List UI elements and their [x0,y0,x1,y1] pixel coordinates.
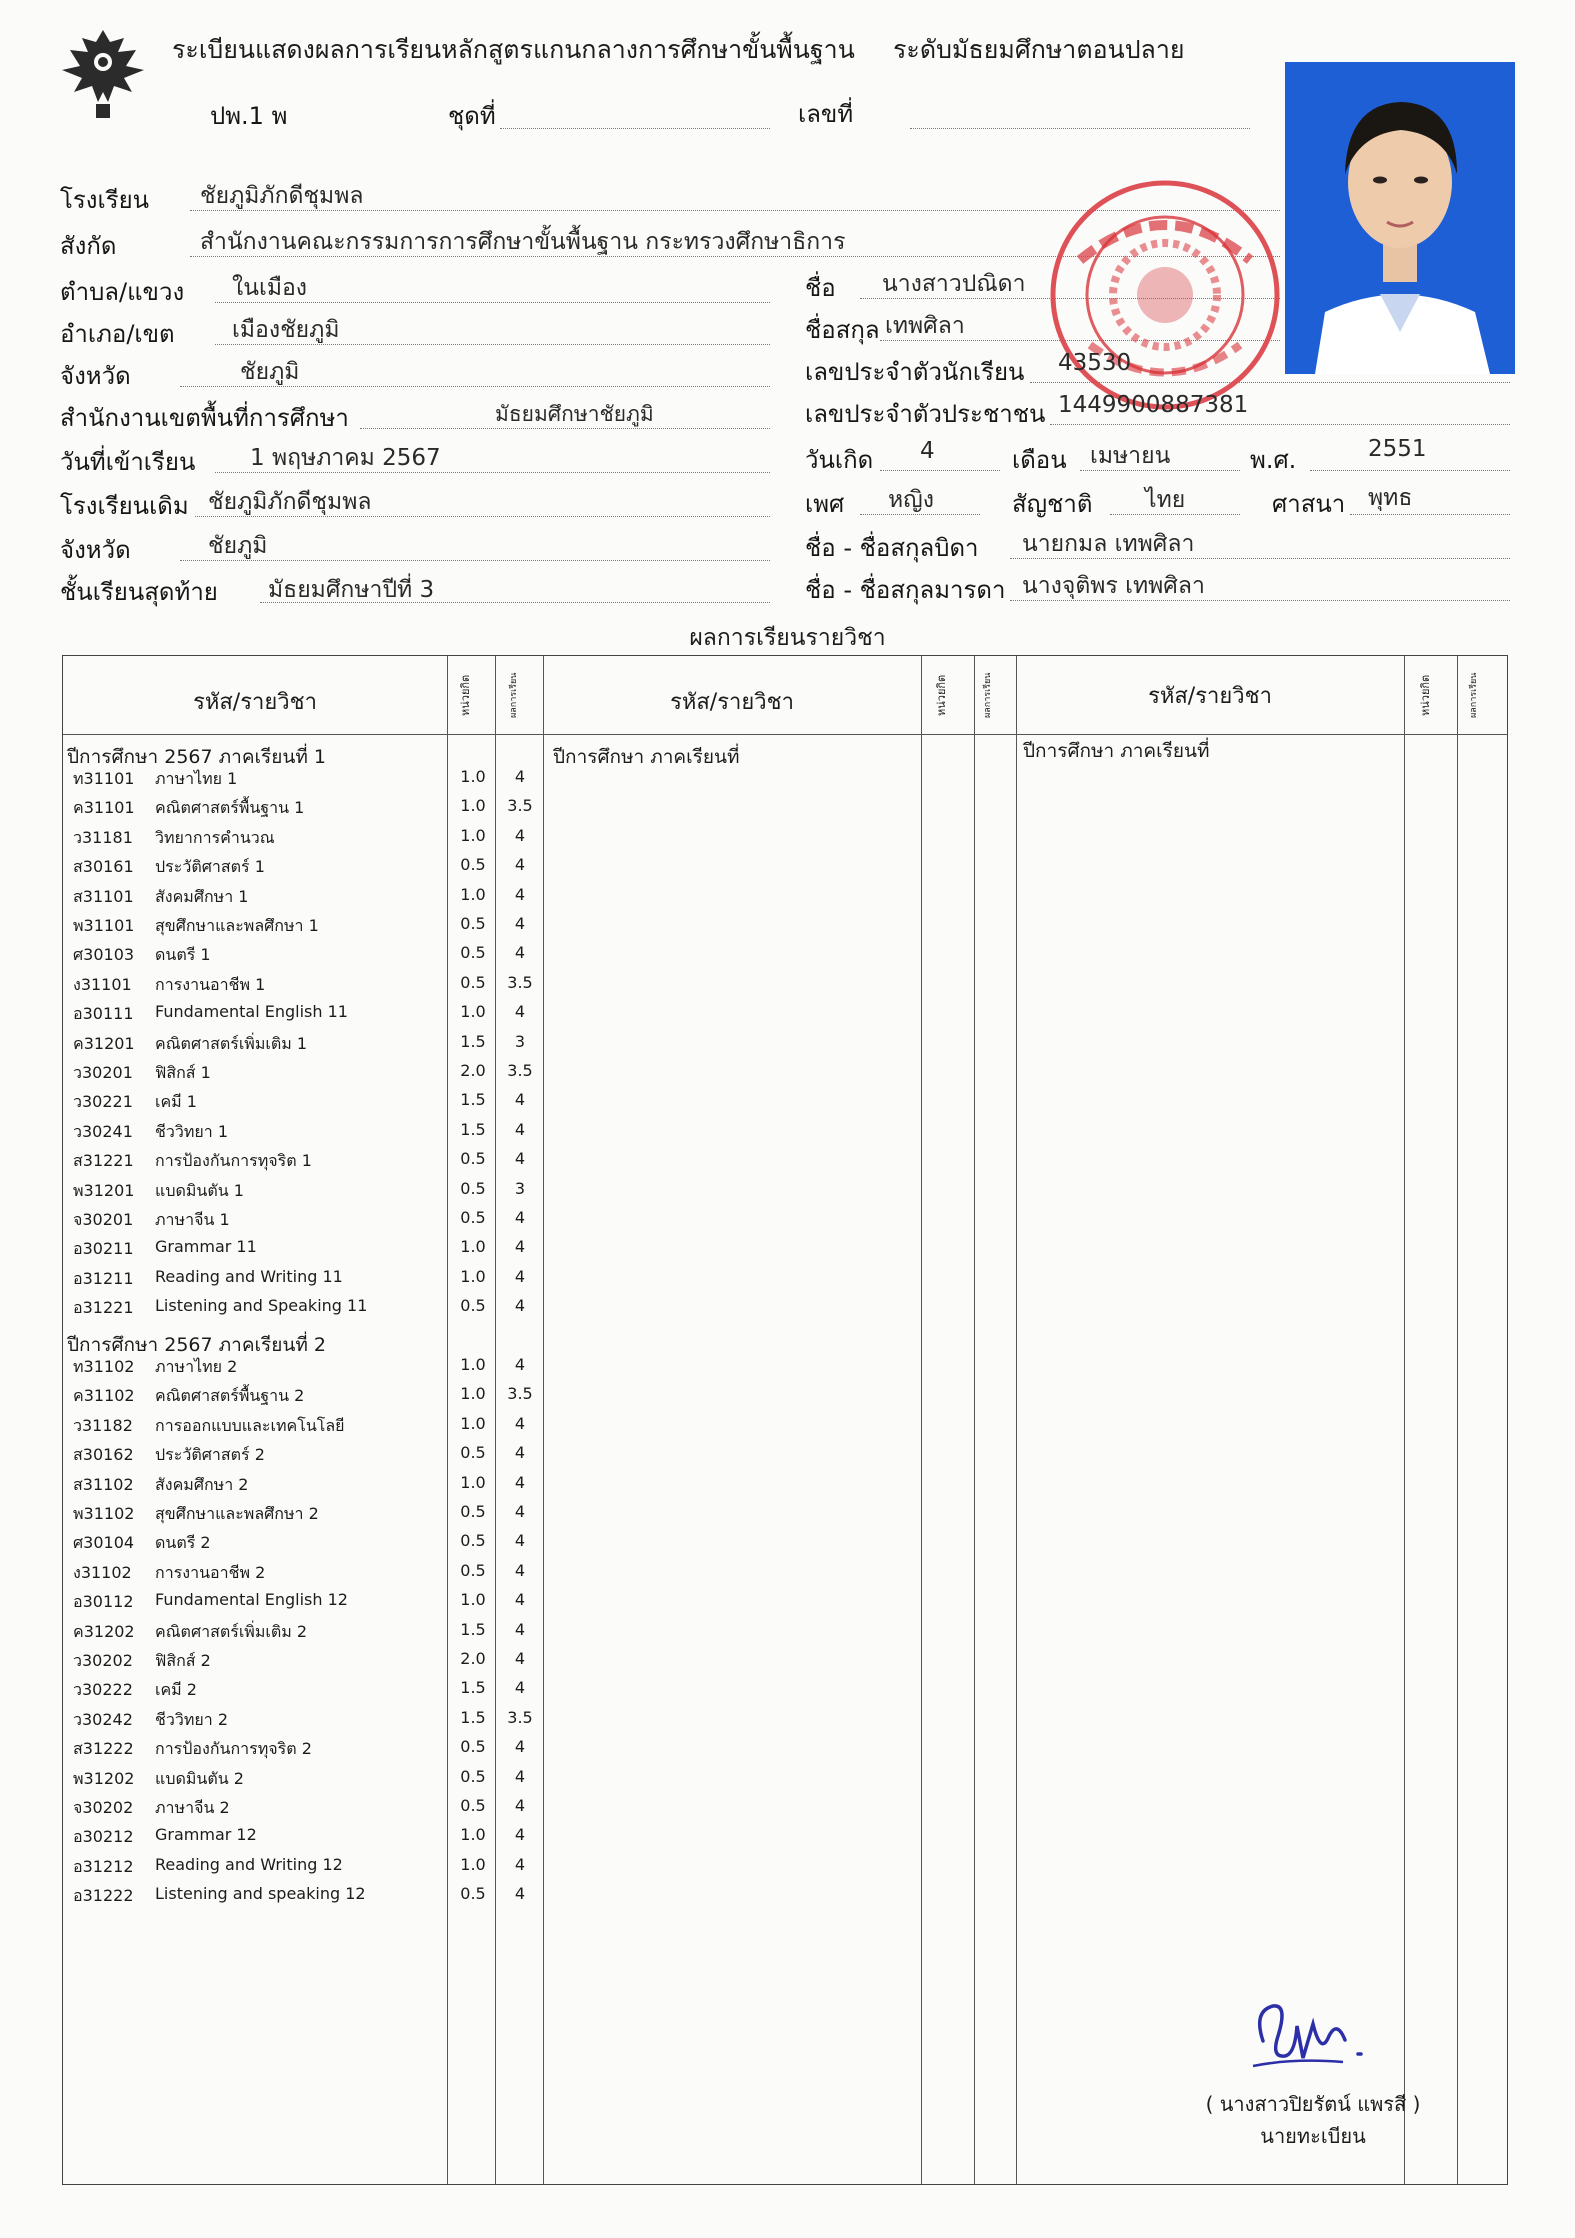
sex-label: เพศ [805,490,845,518]
subject-credit: 0.5 [460,1884,486,1904]
subject-name: แบดมินตัน 2 [155,1768,244,1788]
table-row [63,1231,543,1260]
subject-grade: 4 [514,1237,526,1257]
subject-code: ว30241 [73,1121,133,1141]
subject-name: สังคมศึกษา 1 [155,886,249,906]
subject-credit: 0.5 [460,914,486,933]
subject-grade: 4 [514,1649,526,1668]
subject-code: ศ30104 [73,1533,135,1553]
col-divider [543,656,544,2184]
subject-credit: 2.0 [460,1649,486,1668]
table-row [63,1055,543,1084]
district-label: อำเภอ/เขต [60,320,175,348]
student-id-value: 43530 [1058,350,1132,376]
religion-value: พุทธ [1368,485,1413,511]
table-row [63,1525,543,1554]
subject-code: อ31212 [73,1856,134,1876]
table-row [63,1143,543,1172]
subject-grade: 4 [514,1560,526,1580]
subject-grade: 4 [514,1443,526,1463]
subject-name: ภาษาไทย 2 [155,1357,238,1376]
subject-code: ส31101 [73,886,134,906]
subject-code: อ30111 [73,1004,134,1024]
birth-day-line [880,470,1000,471]
semester1-heading: ปีการศึกษา 2567 ภาคเรียนที่ 1 [67,746,327,768]
subject-credit: 1.5 [460,1090,486,1110]
subject-credit: 0.5 [460,1766,486,1786]
subject-grade: 4 [514,1002,526,1022]
entry-date-label: วันที่เข้าเรียน [60,448,196,476]
subject-grade: 4 [514,1472,526,1492]
subject-name: Fundamental English 12 [155,1590,348,1610]
province-line [180,386,770,387]
subject-credit: 1.0 [460,1590,486,1610]
subject-code: ว30201 [73,1063,133,1082]
name-line [860,298,1280,299]
birth-month-label: เดือน [1012,446,1067,474]
col-divider [974,656,975,2184]
subject-name: แบดมินตัน 1 [155,1180,244,1200]
subject-name: สุขศึกษาและพลศึกษา 2 [155,1504,319,1523]
subject-name: Fundamental English 11 [155,1002,348,1022]
table-row [63,967,543,996]
subject-code: ว31182 [73,1415,133,1435]
subject-code: อ30212 [73,1827,134,1847]
table-row [63,1114,543,1143]
subject-grade: 4 [514,825,526,845]
form-label: ปพ.1 พ [210,102,288,130]
subject-name: การป้องกันการทุจริต 1 [155,1151,312,1171]
table-row [63,1173,543,1202]
table-row [63,879,543,908]
table-row [63,820,543,849]
grades-table [62,655,1508,2185]
subdistrict-value: ในเมือง [232,275,308,301]
subject-code: ค31102 [73,1386,135,1406]
subject-grade: 4 [514,1296,526,1316]
province-label: จังหวัด [60,362,131,390]
col2-subject-header: รหัส/รายวิชา [670,690,794,715]
set-line [500,128,770,129]
father-label: ชื่อ - ชื่อสกุลบิดา [805,534,979,562]
subject-grade: 3.5 [507,1707,533,1727]
subject-credit: 0.5 [460,1560,486,1580]
subject-grade: 4 [514,1119,526,1139]
number-label: เลขที่ [798,100,854,128]
subject-code: ว30202 [73,1651,133,1670]
subject-code: ส31221 [73,1151,134,1171]
table-row [63,1672,543,1701]
table-row [63,790,543,819]
subject-grade: 4 [514,1208,526,1227]
subject-code: ค31101 [73,798,135,818]
col-divider [921,656,922,2184]
subject-credit: 0.5 [460,1178,486,1198]
table-row [63,1849,543,1878]
citizen-id-value: 1449900887381 [1058,392,1249,418]
father-value: นายกมล เทพศิลา [1022,531,1195,557]
subject-name: ดนตรี 2 [155,1533,211,1553]
subject-credit: 1.0 [460,1266,486,1286]
name-label: ชื่อ [805,274,836,302]
surname-line [880,340,1280,341]
subject-grade: 4 [514,884,526,904]
sex-value: หญิง [888,487,934,513]
subject-grade: 4 [514,1737,526,1757]
subject-credit: 1.5 [460,1707,486,1727]
garuda-emblem-icon [58,22,148,122]
col2-grade-header: ผลการเรียน [983,672,993,718]
subject-name: การออกแบบและเทคโนโลยี [155,1415,345,1435]
subject-grade: 4 [514,1884,526,1904]
birth-day-label: วันเกิด [805,446,874,474]
table-row [63,1026,543,1055]
table-row [63,1702,543,1731]
birth-year-line [1310,470,1510,471]
table-row [63,1378,543,1407]
col1-grade-header: ผลการเรียน [509,672,519,718]
table-row [63,1496,543,1525]
subject-credit: 1.0 [460,767,486,786]
table-title: ผลการเรียนรายวิชา [689,625,886,651]
district-value: เมืองชัยภูมิ [232,317,340,343]
col3-grade-header: ผลการเรียน [1469,672,1479,718]
area-office-value: มัธยมศึกษาชัยภูมิ [495,402,654,426]
col2-credit-header: หน่วยกิต [935,674,948,716]
subject-credit: 0.5 [460,943,486,963]
table-row [63,1202,543,1231]
entry-date-line [215,472,770,473]
subject-grade: 4 [514,1149,526,1169]
subject-code: ว30222 [73,1680,133,1700]
subject-name: ภาษาจีน 1 [155,1210,230,1229]
subject-code: ท31102 [73,1357,135,1376]
col1-credit-header: หน่วยกิต [459,674,472,716]
subject-code: อ31211 [73,1268,134,1288]
subject-grade: 4 [514,1266,526,1286]
registrar-signature [1233,1996,1393,2080]
subject-credit: 2.0 [460,1061,486,1080]
subject-code: ศ30103 [73,945,135,965]
subject-name: เคมี 1 [155,1092,197,1112]
table-row [63,1614,543,1643]
subject-name: Grammar 11 [155,1237,257,1257]
registrar-position: นายทะเบียน [1260,2124,1366,2148]
subject-code: พ31101 [73,916,135,935]
school-label: โรงเรียน [60,186,150,214]
col3-subject-header: รหัส/รายวิชา [1148,684,1272,709]
student-id-line [1030,382,1510,383]
subject-credit: 0.5 [460,1443,486,1463]
registrar-name: ( นางสาวปิยรัตน์ แพรสี ) [1205,2092,1421,2116]
subject-name: การงานอาชีพ 2 [155,1562,266,1582]
subject-grade: 3.5 [507,1384,533,1404]
subject-name: Listening and speaking 12 [155,1884,366,1904]
subject-grade: 4 [514,1413,526,1433]
subject-grade: 4 [514,855,526,875]
subject-code: อ31221 [73,1298,134,1318]
subject-credit: 0.5 [460,1796,486,1815]
col3-semester-heading: ปีการศึกษา ภาคเรียนที่ [1023,740,1210,762]
nationality-value: ไทย [1145,487,1186,513]
subject-credit: 0.5 [460,1531,486,1551]
student-photo [1285,62,1515,374]
subject-credit: 1.0 [460,1854,486,1874]
col-divider [1457,656,1458,2184]
nationality-line [1110,514,1240,515]
table-row [63,1878,543,1907]
surname-value: เทพศิลา [885,313,965,339]
subject-code: อ31222 [73,1886,134,1906]
school-seal-icon [1040,170,1290,424]
subject-credit: 1.5 [460,1031,486,1051]
prev-school-line [195,516,770,517]
subject-credit: 0.5 [460,1296,486,1316]
subject-credit: 0.5 [460,972,486,992]
table-row [63,937,543,966]
name-value: นางสาวปณิดา [882,271,1026,297]
subject-code: จ30201 [73,1210,134,1229]
subject-credit: 1.0 [460,825,486,845]
table-row [63,761,543,790]
number-line [910,128,1250,129]
subject-grade: 4 [514,1854,526,1874]
table-row [63,1437,543,1466]
table-row [63,1349,543,1378]
subject-code: ว30242 [73,1709,133,1729]
subject-grade: 4 [514,943,526,963]
subject-code: ว31181 [73,827,133,847]
subject-code: อ30211 [73,1239,134,1259]
subject-credit: 0.5 [460,1502,486,1521]
subject-credit: 1.0 [460,796,486,816]
school-line [190,210,1280,211]
education-level: ระดับมัธยมศึกษาตอนปลาย [893,35,1185,64]
subject-code: ค31201 [73,1033,135,1053]
mother-value: นางจุติพร เทพศิลา [1022,573,1205,599]
col-divider [1016,656,1017,2184]
subject-name: ภาษาจีน 2 [155,1798,230,1817]
religion-label: ศาสนา [1272,490,1346,518]
subject-name: ฟิสิกส์ 2 [155,1651,211,1670]
subject-name: การป้องกันการทุจริต 2 [155,1739,312,1759]
subject-credit: 1.0 [460,1355,486,1374]
subject-name: คณิตศาสตร์พื้นฐาน 2 [155,1386,305,1406]
subject-code: พ31201 [73,1180,135,1200]
affiliation-line [190,256,1280,257]
subject-credit: 0.5 [460,855,486,875]
table-row [63,1761,543,1790]
subject-name: คณิตศาสตร์พื้นฐาน 1 [155,798,305,818]
subject-code: ง31101 [73,974,132,994]
subject-credit: 1.0 [460,884,486,904]
subject-name: สังคมศึกษา 2 [155,1474,249,1494]
subject-credit: 1.5 [460,1119,486,1139]
subject-code: จ30202 [73,1798,134,1817]
table-row [63,908,543,937]
sex-line [860,514,980,515]
last-grade-label: ชั้นเรียนสุดท้าย [60,578,218,606]
mother-label: ชื่อ - ชื่อสกุลมารดา [805,576,1006,604]
subject-name: เคมี 2 [155,1680,197,1700]
subject-code: ส31222 [73,1739,134,1759]
subject-credit: 1.0 [460,1002,486,1022]
area-office-label: สำนักงานเขตพื้นที่การศึกษา [60,404,349,432]
province-value: ชัยภูมิ [240,359,300,385]
subject-grade: 4 [514,767,526,786]
prev-province-label: จังหวัด [60,536,131,564]
table-row [63,849,543,878]
school-value: ชัยภูมิภักดีชุมพล [200,183,364,209]
subject-grade: 4 [514,1090,526,1110]
subject-credit: 1.0 [460,1472,486,1492]
birth-day-value: 4 [920,438,935,464]
subject-grade: 3 [514,1031,526,1051]
table-row [63,1084,543,1113]
col2-semester-heading: ปีการศึกษา ภาคเรียนที่ [553,746,740,768]
subject-name: ชีววิทยา 1 [155,1121,228,1141]
table-row [63,1584,543,1613]
subject-grade: 4 [514,1678,526,1698]
prev-school-label: โรงเรียนเดิม [60,492,189,520]
subdistrict-label: ตำบล/แขวง [60,278,185,306]
table-row [63,996,543,1025]
subject-credit: 1.5 [460,1678,486,1698]
subject-code: ส30162 [73,1445,134,1465]
subject-grade: 4 [514,1796,526,1815]
subject-name: ฟิสิกส์ 1 [155,1063,211,1082]
prev-school-value: ชัยภูมิภักดีชุมพล [208,489,372,515]
district-line [215,344,770,345]
table-row [63,1408,543,1437]
subject-grade: 3.5 [507,1061,533,1080]
subject-name: Listening and Speaking 11 [155,1296,368,1316]
citizen-id-line [1050,424,1510,425]
subject-name: ประวัติศาสตร์ 2 [155,1445,265,1465]
table-row [63,1261,543,1290]
table-row [63,1467,543,1496]
subject-code: ท31101 [73,769,135,788]
entry-date-value: 1 พฤษภาคม 2567 [250,445,441,471]
subject-grade: 4 [514,1531,526,1551]
subject-name: สุขศึกษาและพลศึกษา 1 [155,916,319,935]
subject-name: ชีววิทยา 2 [155,1709,228,1729]
col-divider [1404,656,1405,2184]
subject-grade: 4 [514,1619,526,1639]
subject-name: ดนตรี 1 [155,945,211,965]
affiliation-label: สังกัด [60,232,117,260]
subject-credit: 1.0 [460,1413,486,1433]
subject-name: คณิตศาสตร์เพิ่มเติม 2 [155,1621,308,1641]
student-id-label: เลขประจำตัวนักเรียน [805,358,1025,386]
subject-credit: 1.0 [460,1384,486,1404]
subject-name: Reading and Writing 12 [155,1854,343,1874]
table-row [63,1643,543,1672]
birth-year-label: พ.ศ. [1250,446,1297,474]
subject-grade: 4 [514,1590,526,1610]
subject-grade: 4 [514,1825,526,1845]
religion-line [1350,514,1510,515]
subject-name: Grammar 12 [155,1825,257,1845]
subject-grade: 4 [514,1766,526,1786]
col3-credit-header: หน่วยกิต [1419,674,1432,716]
col1-subject-header: รหัส/รายวิชา [193,690,317,715]
table-row [63,1819,543,1848]
subject-code: พ31102 [73,1504,135,1523]
table-row [63,1555,543,1584]
surname-label: ชื่อสกุล [805,316,880,344]
affiliation-value: สำนักงานคณะกรรมการการศึกษาขั้นพื้นฐาน กระทรวงศึกษาธิการ [200,229,846,255]
subject-code: อ30112 [73,1592,134,1612]
prev-province-line [180,560,770,561]
subject-grade: 3.5 [507,972,533,992]
last-grade-line [260,602,770,603]
birth-month-line [1080,470,1240,471]
subject-credit: 0.5 [460,1149,486,1169]
table-row [63,1731,543,1760]
subject-name: คณิตศาสตร์เพิ่มเติม 1 [155,1033,308,1053]
citizen-id-label: เลขประจำตัวประชาชน [805,400,1046,428]
subject-code: ว30221 [73,1092,133,1112]
set-label: ชุดที่ [448,102,496,130]
subject-credit: 1.0 [460,1825,486,1845]
subject-grade: 3 [514,1178,526,1198]
birth-year-value: 2551 [1368,436,1427,462]
subject-code: พ31202 [73,1768,135,1788]
table-row [63,1290,543,1319]
subject-credit: 1.0 [460,1237,486,1257]
birth-month-value: เมษายน [1090,443,1171,469]
subject-credit: 1.5 [460,1619,486,1639]
subject-grade: 4 [514,1355,526,1374]
subdistrict-line [215,302,770,303]
subject-code: ค31202 [73,1621,135,1641]
subject-name: Reading and Writing 11 [155,1266,343,1286]
subject-grade: 4 [514,1502,526,1521]
subject-code: ส30161 [73,857,134,877]
subject-name: การงานอาชีพ 1 [155,974,266,994]
subject-grade: 4 [514,914,526,933]
nationality-label: สัญชาติ [1012,490,1093,518]
mother-line [1010,600,1510,601]
last-grade-value: มัธยมศึกษาปีที่ 3 [268,577,435,603]
subject-grade: 3.5 [507,796,533,816]
subject-name: ประวัติศาสตร์ 1 [155,857,265,877]
area-office-line [360,428,770,429]
document-title: ระเบียนแสดงผลการเรียนหลักสูตรแกนกลางการศึกษาขั้นพื้นฐาน [172,35,855,64]
table-row [63,1790,543,1819]
semester2-heading: ปีการศึกษา 2567 ภาคเรียนที่ 2 [67,1334,327,1356]
header-divider [63,734,1507,735]
subject-credit: 0.5 [460,1737,486,1757]
father-line [1010,558,1510,559]
subject-name: ภาษาไทย 1 [155,769,238,788]
subject-name: วิทยาการคำนวณ [155,827,275,847]
subject-credit: 0.5 [460,1208,486,1227]
prev-province-value: ชัยภูมิ [208,533,268,559]
subject-code: ง31102 [73,1562,132,1582]
subject-code: ส31102 [73,1474,134,1494]
